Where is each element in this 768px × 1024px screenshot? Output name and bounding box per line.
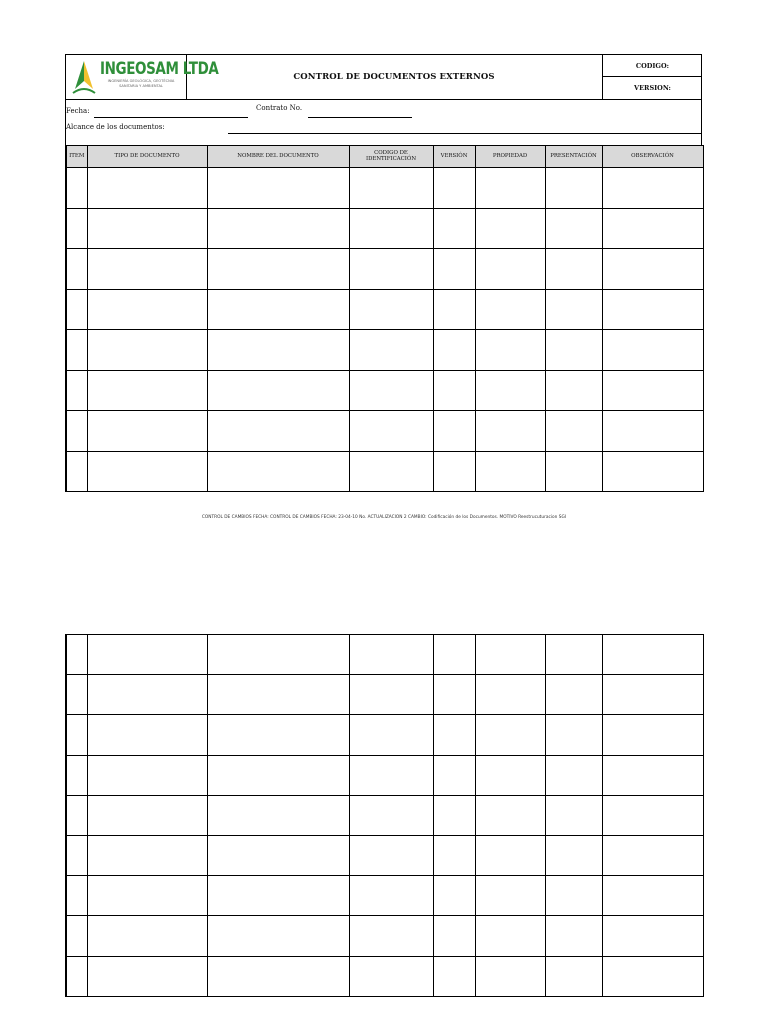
table-cell[interactable] [602,289,703,330]
table-cell[interactable] [433,956,475,996]
table-cell[interactable] [207,876,349,916]
table-cell[interactable] [207,916,349,956]
table-cell[interactable] [433,411,475,452]
table-row [66,289,703,330]
table-cell[interactable] [66,755,87,795]
table-cell[interactable] [545,370,602,411]
table-cell[interactable] [545,208,602,249]
table-cell[interactable] [433,370,475,411]
table-cell[interactable] [207,715,349,755]
table-cell[interactable] [349,675,433,715]
table-cell[interactable] [475,795,545,835]
table-cell[interactable] [475,715,545,755]
table-cell[interactable] [349,208,433,249]
column-header-tipo: TIPO DE DOCUMENTO [87,146,207,168]
table-cell[interactable] [545,795,602,835]
table-cell[interactable] [349,795,433,835]
table-cell[interactable] [475,755,545,795]
table-cell[interactable] [87,956,207,996]
table-cell[interactable] [207,451,349,492]
table-cell[interactable] [66,249,87,290]
table-cell[interactable] [349,330,433,371]
table-cell[interactable] [66,411,87,452]
table-cell[interactable] [66,916,87,956]
table-cell[interactable] [66,715,87,755]
column-header-codigo: CODIGO DE IDENTIFICACIÓN [349,146,433,168]
table-cell[interactable] [475,956,545,996]
table-cell[interactable] [66,795,87,835]
table-cell[interactable] [545,168,602,209]
table-cell[interactable] [433,755,475,795]
table-cell[interactable] [349,715,433,755]
documents-table [65,145,704,492]
table-cell[interactable] [87,370,207,411]
table-cell[interactable] [349,916,433,956]
table-cell[interactable] [349,168,433,209]
table-cell[interactable] [207,208,349,249]
table-cell[interactable] [66,289,87,330]
table-cell[interactable] [66,835,87,875]
table-cell[interactable] [602,675,703,715]
table-row [66,956,703,996]
table-cell[interactable] [87,675,207,715]
table-cell[interactable] [207,411,349,452]
table-cell[interactable] [433,876,475,916]
table-cell[interactable] [207,168,349,209]
table-cell[interactable] [87,835,207,875]
documents-table-continued [65,634,704,997]
table-cell[interactable] [602,635,703,675]
table-cell[interactable] [602,370,703,411]
table-cell[interactable] [87,635,207,675]
table-row [66,795,703,835]
column-header-nombre: NOMBRE DEL DOCUMENTO [207,146,349,168]
table-cell[interactable] [66,675,87,715]
table-cell[interactable] [475,208,545,249]
table-cell[interactable] [433,289,475,330]
column-header-presentacion: PRESENTACIÓN [545,146,602,168]
table-cell[interactable] [475,411,545,452]
fecha-label: Fecha: [66,107,90,115]
alcance-field-line[interactable] [228,133,702,134]
table-cell[interactable] [433,916,475,956]
table-row [66,635,703,675]
table-cell[interactable] [545,876,602,916]
table-cell[interactable] [87,208,207,249]
table-cell[interactable] [602,451,703,492]
table-cell[interactable] [207,956,349,996]
table-cell[interactable] [433,208,475,249]
table-cell[interactable] [433,168,475,209]
table-cell[interactable] [602,208,703,249]
table-row [66,755,703,795]
table-cell[interactable] [207,835,349,875]
table-row [66,715,703,755]
table-cell[interactable] [475,876,545,916]
fecha-field-line[interactable] [94,117,248,118]
table-cell[interactable] [475,916,545,956]
table-cell[interactable] [349,370,433,411]
table-cell[interactable] [433,249,475,290]
table-cell[interactable] [66,635,87,675]
table-cell[interactable] [207,755,349,795]
table-cell[interactable] [602,795,703,835]
table-cell[interactable] [545,916,602,956]
codigo-label: CODIGO: [603,55,702,77]
table-cell[interactable] [545,411,602,452]
table-cell[interactable] [87,411,207,452]
table-cell[interactable] [207,795,349,835]
table-cell[interactable] [433,330,475,371]
table-cell[interactable] [545,755,602,795]
table-cell[interactable] [433,835,475,875]
table-row [66,876,703,916]
table-cell[interactable] [87,715,207,755]
table-cell[interactable] [475,289,545,330]
table-cell[interactable] [349,835,433,875]
table-cell[interactable] [433,675,475,715]
document-header [65,54,702,100]
table-cell[interactable] [349,956,433,996]
logo-mountain-icon [71,59,97,95]
column-header-item: ITEM [66,146,87,168]
table-cell[interactable] [602,411,703,452]
column-header-observacion: OBSERVACIÓN [602,146,703,168]
logo-name: INGEOSAM LTDA [100,59,219,79]
table-row [66,411,703,452]
table-cell[interactable] [602,168,703,209]
code-version-box [602,55,702,99]
table-cell[interactable] [545,675,602,715]
table-cell[interactable] [475,330,545,371]
table-cell[interactable] [545,715,602,755]
table-cell[interactable] [545,835,602,875]
table-cell[interactable] [602,956,703,996]
table-cell[interactable] [545,956,602,996]
table-cell[interactable] [87,289,207,330]
table-cell[interactable] [602,755,703,795]
table-cell[interactable] [66,451,87,492]
table-row [66,249,703,290]
table-cell[interactable] [545,249,602,290]
table-cell[interactable] [475,249,545,290]
table-row [66,916,703,956]
table-cell[interactable] [207,330,349,371]
table-cell[interactable] [87,876,207,916]
table-cell[interactable] [87,330,207,371]
table-cell[interactable] [602,715,703,755]
table-cell[interactable] [475,675,545,715]
logo [66,55,219,99]
table-cell[interactable] [66,330,87,371]
table-row [66,675,703,715]
table-cell[interactable] [87,755,207,795]
table-cell[interactable] [433,451,475,492]
contrato-label: Contrato No. [256,104,303,112]
table-row [66,168,703,209]
table-cell[interactable] [207,635,349,675]
table-cell[interactable] [349,289,433,330]
table-header-row [66,146,703,168]
table-cell[interactable] [433,635,475,675]
document-title: CONTROL DE DOCUMENTOS EXTERNOS [293,72,495,82]
contrato-field-line[interactable] [308,117,412,118]
table-row [66,370,703,411]
table-cell[interactable] [475,451,545,492]
table-row [66,835,703,875]
change-control-note: CONTROL DE CAMBIOS FECHA: CONTROL DE CAMBIOS FECHA: 23-04-10 No. ACTUALIZACION 2 CAMBIO: Codificación de los Documentos. MOTIVO Reestrucuturacion SGI [201,515,567,520]
column-header-version: VERSIÓN [433,146,475,168]
table-cell[interactable] [87,451,207,492]
table-cell[interactable] [602,249,703,290]
table-cell[interactable] [207,289,349,330]
table-cell[interactable] [545,635,602,675]
table-cell[interactable] [433,795,475,835]
table-cell[interactable] [349,249,433,290]
table-cell[interactable] [475,370,545,411]
table-cell[interactable] [87,168,207,209]
table-body-continued [66,635,703,997]
table-cell[interactable] [66,370,87,411]
logo-subtitle: INGENIERÍA GEOLÓGICA, GEOTÉCNIA SANITARIA Y AMBIENTAL [107,79,175,88]
table-cell[interactable] [602,835,703,875]
table-cell[interactable] [207,370,349,411]
table-cell[interactable] [602,330,703,371]
table-cell[interactable] [433,715,475,755]
table-cell[interactable] [545,289,602,330]
table-cell[interactable] [349,451,433,492]
table-cell[interactable] [87,795,207,835]
table-cell[interactable] [66,208,87,249]
table-cell[interactable] [87,249,207,290]
table-cell[interactable] [349,411,433,452]
table-cell[interactable] [602,916,703,956]
table-cell[interactable] [66,876,87,916]
table-cell[interactable] [475,635,545,675]
table-row [66,208,703,249]
table-cell[interactable] [545,330,602,371]
table-body [66,168,703,492]
alcance-label: Alcance de los documentos: [66,123,165,131]
table-cell[interactable] [475,835,545,875]
table-cell[interactable] [349,876,433,916]
table-cell[interactable] [349,635,433,675]
table-cell[interactable] [602,876,703,916]
table-cell[interactable] [66,168,87,209]
table-cell[interactable] [207,675,349,715]
table-cell[interactable] [475,168,545,209]
table-row [66,451,703,492]
column-header-propiedad: PROPIEDAD [475,146,545,168]
version-label: VERSION: [634,84,671,92]
table-row [66,330,703,371]
table-cell[interactable] [207,249,349,290]
table-cell[interactable] [349,755,433,795]
table-cell[interactable] [545,451,602,492]
table-cell[interactable] [87,916,207,956]
table-cell[interactable] [66,956,87,996]
